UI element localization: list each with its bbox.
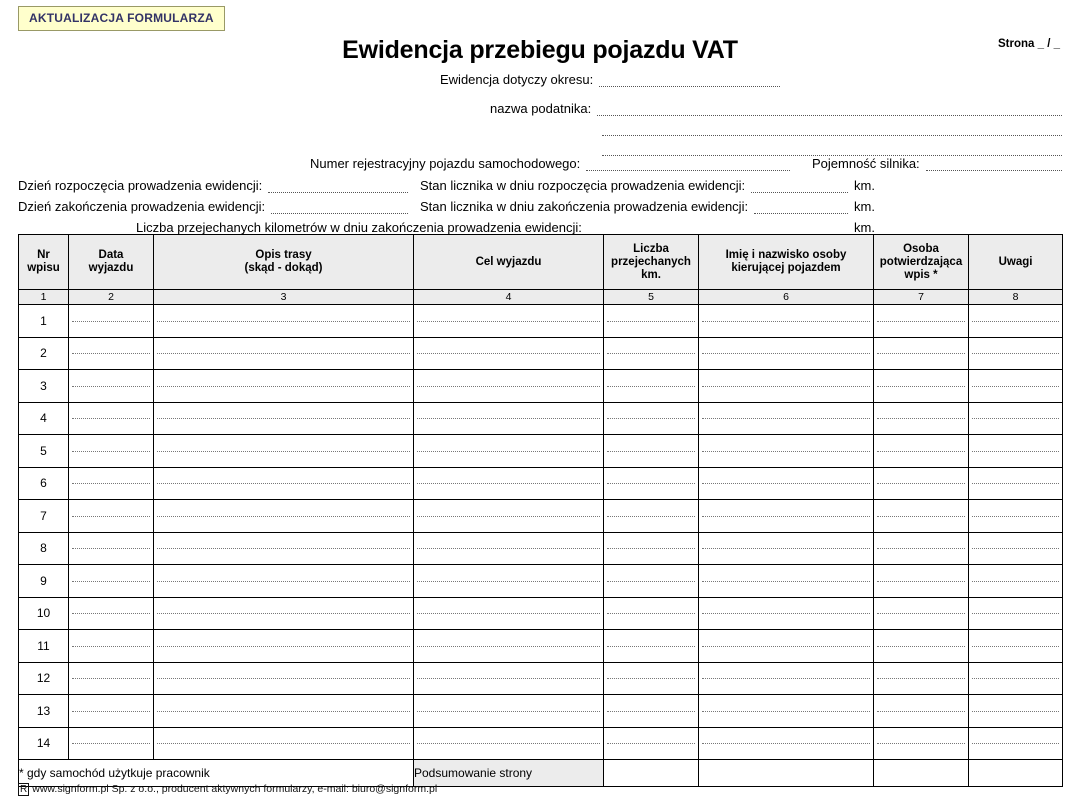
cell-dotted-guide [417, 386, 600, 387]
cell-dotted-guide [972, 743, 1059, 744]
cell-km[interactable] [604, 695, 699, 728]
cell-dotted-guide [702, 613, 870, 614]
field-end-odometer-unit: km. [854, 199, 875, 214]
field-taxpayer-name [490, 101, 1062, 116]
cell-dotted-guide [72, 483, 150, 484]
cell-notes[interactable] [969, 467, 1063, 500]
row-index-cell: 2 [19, 337, 69, 370]
table-row [19, 532, 1063, 565]
table-row [19, 597, 1063, 630]
table-body [19, 305, 1063, 760]
cell-purpose[interactable] [414, 565, 604, 598]
cell-dotted-guide [607, 321, 695, 322]
cell-dotted-guide [72, 451, 150, 452]
cell-dotted-guide [702, 451, 870, 452]
cell-dotted-guide [877, 743, 965, 744]
cell-dotted-guide [607, 451, 695, 452]
cell-confirming[interactable] [874, 467, 969, 500]
field-taxpayer-name-label: nazwa podatnika: [490, 101, 592, 116]
cell-dotted-guide [157, 711, 410, 712]
col-header-purpose-text: Cel wyjazdu [475, 255, 542, 268]
summary-confirming-cell [874, 760, 969, 787]
table-row [19, 402, 1063, 435]
cell-dotted-guide [157, 548, 410, 549]
footer-text: www.signform.pl Sp. z o.o., producent aktywnych formularzy, e-mail: biuro@signform.pl [32, 783, 438, 795]
field-taxpayer-name-input-3[interactable] [602, 142, 1062, 156]
cell-confirming[interactable] [874, 402, 969, 435]
cell-route[interactable] [154, 337, 414, 370]
col-number-6: 6 [699, 290, 874, 305]
col-header-date-text: Data wyjazdu [88, 249, 134, 274]
cell-driver[interactable] [699, 565, 874, 598]
cell-dotted-guide [607, 581, 695, 582]
field-period [440, 72, 780, 87]
col-number-3: 3 [154, 290, 414, 305]
field-end-odometer [420, 199, 875, 214]
cell-date[interactable] [69, 727, 154, 760]
field-total-km-label: Liczba przejechanych kilometrów w dniu zakończenia prowadzenia ewidencji: [136, 220, 582, 235]
cell-driver[interactable] [699, 500, 874, 533]
cell-dotted-guide [702, 646, 870, 647]
cell-date[interactable] [69, 435, 154, 468]
cell-dotted-guide [157, 646, 410, 647]
cell-purpose[interactable] [414, 337, 604, 370]
cell-route[interactable] [154, 532, 414, 565]
cell-dotted-guide [702, 581, 870, 582]
cell-km[interactable] [604, 402, 699, 435]
summary-label: Podsumowanie strony [414, 760, 604, 787]
cell-route[interactable] [154, 500, 414, 533]
cell-dotted-guide [607, 353, 695, 354]
cell-dotted-guide [877, 451, 965, 452]
field-taxpayer-name-input-2[interactable] [602, 122, 1062, 136]
field-taxpayer-name-input[interactable] [597, 102, 1062, 116]
cell-notes[interactable] [969, 565, 1063, 598]
table-row [19, 435, 1063, 468]
cell-dotted-guide [72, 613, 150, 614]
table-row [19, 662, 1063, 695]
cell-purpose[interactable] [414, 435, 604, 468]
cell-dotted-guide [157, 483, 410, 484]
cell-dotted-guide [607, 743, 695, 744]
cell-purpose[interactable] [414, 695, 604, 728]
cell-date[interactable] [69, 565, 154, 598]
cell-dotted-guide [157, 516, 410, 517]
cell-route[interactable] [154, 630, 414, 663]
col-header-nr [19, 235, 69, 290]
field-period-input[interactable] [599, 73, 780, 87]
cell-dotted-guide [72, 548, 150, 549]
cell-dotted-guide [972, 516, 1059, 517]
cell-dotted-guide [877, 678, 965, 679]
cell-dotted-guide [417, 418, 600, 419]
col-header-route [154, 235, 414, 290]
field-start-odometer-unit: km. [854, 178, 875, 193]
cell-dotted-guide [607, 418, 695, 419]
cell-date[interactable] [69, 402, 154, 435]
cell-dotted-guide [877, 548, 965, 549]
table-row [19, 695, 1063, 728]
field-start-odometer [420, 178, 875, 193]
cell-km[interactable] [604, 565, 699, 598]
cell-confirming[interactable] [874, 435, 969, 468]
row-index-cell: 6 [19, 467, 69, 500]
cell-dotted-guide [72, 516, 150, 517]
cell-purpose[interactable] [414, 597, 604, 630]
cell-driver[interactable] [699, 532, 874, 565]
cell-notes[interactable] [969, 370, 1063, 403]
cell-notes[interactable] [969, 337, 1063, 370]
cell-dotted-guide [72, 743, 150, 744]
cell-dotted-guide [702, 548, 870, 549]
cell-dotted-guide [72, 646, 150, 647]
cell-dotted-guide [972, 353, 1059, 354]
cell-km[interactable] [604, 597, 699, 630]
cell-confirming[interactable] [874, 597, 969, 630]
field-end-odometer-input[interactable] [754, 200, 848, 214]
cell-km[interactable] [604, 370, 699, 403]
cell-route[interactable] [154, 597, 414, 630]
cell-km[interactable] [604, 305, 699, 338]
cell-confirming[interactable] [874, 630, 969, 663]
cell-driver[interactable] [699, 630, 874, 663]
field-total-km-unit: km. [854, 220, 875, 235]
col-header-km [604, 235, 699, 290]
col-number-2: 2 [69, 290, 154, 305]
cell-route[interactable] [154, 435, 414, 468]
cell-date[interactable] [69, 337, 154, 370]
table-header-row [19, 235, 1063, 290]
update-badge: AKTUALIZACJA FORMULARZA [18, 6, 225, 31]
row-index-cell: 5 [19, 435, 69, 468]
page-title: Ewidencja przebiegu pojazdu VAT [342, 36, 738, 64]
cell-date[interactable] [69, 662, 154, 695]
cell-confirming[interactable] [874, 337, 969, 370]
cell-notes[interactable] [969, 402, 1063, 435]
cell-dotted-guide [972, 386, 1059, 387]
cell-dotted-guide [972, 483, 1059, 484]
cell-dotted-guide [157, 678, 410, 679]
cell-date[interactable] [69, 695, 154, 728]
table-row [19, 727, 1063, 760]
table-row [19, 565, 1063, 598]
col-header-driver [699, 235, 874, 290]
col-header-confirming-text: Osoba potwierdzająca wpis * [879, 242, 963, 281]
cell-dotted-guide [72, 711, 150, 712]
table-row [19, 305, 1063, 338]
field-start-odometer-input[interactable] [751, 179, 848, 193]
cell-driver[interactable] [699, 597, 874, 630]
cell-dotted-guide [877, 483, 965, 484]
field-registration-number-label: Numer rejestracyjny pojazdu samochodowego: [310, 156, 581, 171]
cell-dotted-guide [72, 386, 150, 387]
cell-driver[interactable] [699, 662, 874, 695]
cell-dotted-guide [702, 483, 870, 484]
cell-confirming[interactable] [874, 565, 969, 598]
cell-dotted-guide [417, 613, 600, 614]
col-header-purpose [414, 235, 604, 290]
cell-dotted-guide [417, 581, 600, 582]
col-header-driver-text: Imię i nazwisko osoby kierującej pojazdem [725, 249, 847, 274]
col-header-confirming [874, 235, 969, 290]
cell-km[interactable] [604, 662, 699, 695]
row-index-cell: 11 [19, 630, 69, 663]
cell-km[interactable] [604, 532, 699, 565]
cell-dotted-guide [607, 613, 695, 614]
cell-notes[interactable] [969, 597, 1063, 630]
cell-notes[interactable] [969, 305, 1063, 338]
cell-driver[interactable] [699, 337, 874, 370]
cell-dotted-guide [972, 678, 1059, 679]
cell-driver[interactable] [699, 402, 874, 435]
col-header-date [69, 235, 154, 290]
cell-km[interactable] [604, 435, 699, 468]
cell-dotted-guide [702, 386, 870, 387]
field-start-day [18, 178, 408, 193]
cell-notes[interactable] [969, 662, 1063, 695]
col-header-route-text: Opis trasy (skąd - dokąd) [244, 249, 323, 274]
cell-dotted-guide [607, 678, 695, 679]
cell-dotted-guide [972, 321, 1059, 322]
summary-km-cell[interactable] [604, 760, 699, 787]
row-index-cell: 9 [19, 565, 69, 598]
cell-dotted-guide [972, 548, 1059, 549]
cell-notes[interactable] [969, 630, 1063, 663]
field-end-day-input[interactable] [271, 200, 408, 214]
cell-dotted-guide [877, 321, 965, 322]
cell-km[interactable] [604, 467, 699, 500]
cell-dotted-guide [72, 678, 150, 679]
cell-dotted-guide [157, 743, 410, 744]
cell-dotted-guide [157, 386, 410, 387]
cell-route[interactable] [154, 662, 414, 695]
cell-purpose[interactable] [414, 630, 604, 663]
cell-driver[interactable] [699, 435, 874, 468]
cell-notes[interactable] [969, 695, 1063, 728]
cell-route[interactable] [154, 402, 414, 435]
cell-dotted-guide [417, 743, 600, 744]
cell-purpose[interactable] [414, 662, 604, 695]
table-row [19, 370, 1063, 403]
cell-purpose[interactable] [414, 467, 604, 500]
cell-dotted-guide [417, 483, 600, 484]
cell-dotted-guide [417, 321, 600, 322]
cell-confirming[interactable] [874, 532, 969, 565]
field-end-day [18, 199, 408, 214]
cell-dotted-guide [702, 516, 870, 517]
cell-dotted-guide [972, 711, 1059, 712]
cell-km[interactable] [604, 337, 699, 370]
cell-date[interactable] [69, 597, 154, 630]
mileage-table-wrapper [18, 234, 1062, 787]
cell-dotted-guide [157, 451, 410, 452]
row-index-cell: 10 [19, 597, 69, 630]
col-header-notes-text: Uwagi [998, 255, 1033, 268]
cell-driver[interactable] [699, 305, 874, 338]
cell-purpose[interactable] [414, 370, 604, 403]
cell-dotted-guide [607, 711, 695, 712]
field-engine-capacity-input[interactable] [926, 157, 1062, 171]
cell-dotted-guide [417, 516, 600, 517]
summary-driver-cell[interactable] [699, 760, 874, 787]
cell-dotted-guide [972, 613, 1059, 614]
field-start-day-input[interactable] [268, 179, 408, 193]
row-index-cell: 8 [19, 532, 69, 565]
cell-driver[interactable] [699, 467, 874, 500]
summary-notes-cell [969, 760, 1063, 787]
cell-dotted-guide [972, 581, 1059, 582]
cell-confirming[interactable] [874, 370, 969, 403]
col-number-7: 7 [874, 290, 969, 305]
field-registration-number [310, 156, 790, 171]
cell-dotted-guide [157, 418, 410, 419]
cell-date[interactable] [69, 532, 154, 565]
footnote-text: * gdy samochód użytkuje pracownik [19, 760, 414, 787]
cell-dotted-guide [607, 483, 695, 484]
cell-dotted-guide [877, 516, 965, 517]
table-row [19, 467, 1063, 500]
row-index-cell: 13 [19, 695, 69, 728]
cell-dotted-guide [877, 386, 965, 387]
table-row [19, 337, 1063, 370]
cell-dotted-guide [972, 451, 1059, 452]
cell-purpose[interactable] [414, 500, 604, 533]
col-header-notes [969, 235, 1063, 290]
col-header-km-text: Liczba przejechanych km. [611, 242, 691, 281]
cell-dotted-guide [417, 711, 600, 712]
cell-dotted-guide [72, 418, 150, 419]
field-period-label: Ewidencja dotyczy okresu: [440, 72, 594, 87]
cell-dotted-guide [607, 548, 695, 549]
field-registration-number-input[interactable] [586, 157, 790, 171]
cell-dotted-guide [702, 418, 870, 419]
cell-date[interactable] [69, 305, 154, 338]
cell-dotted-guide [877, 581, 965, 582]
cell-driver[interactable] [699, 370, 874, 403]
cell-dotted-guide [157, 321, 410, 322]
col-header-nr-text: Nr wpisu [27, 249, 60, 274]
cell-date[interactable] [69, 630, 154, 663]
table-row [19, 500, 1063, 533]
cell-date[interactable] [69, 467, 154, 500]
cell-km[interactable] [604, 727, 699, 760]
cell-km[interactable] [604, 500, 699, 533]
cell-route[interactable] [154, 727, 414, 760]
cell-dotted-guide [417, 353, 600, 354]
cell-dotted-guide [972, 646, 1059, 647]
cell-dotted-guide [607, 646, 695, 647]
cell-notes[interactable] [969, 435, 1063, 468]
field-engine-capacity-label: Pojemność silnika: [812, 156, 920, 171]
page-number-label: Strona _ / _ [998, 38, 1060, 50]
cell-dotted-guide [702, 321, 870, 322]
row-index-cell: 14 [19, 727, 69, 760]
cell-route[interactable] [154, 695, 414, 728]
mileage-table [18, 234, 1063, 787]
cell-purpose[interactable] [414, 305, 604, 338]
cell-km[interactable] [604, 630, 699, 663]
cell-dotted-guide [417, 451, 600, 452]
cell-notes[interactable] [969, 727, 1063, 760]
cell-dotted-guide [157, 613, 410, 614]
cell-dotted-guide [417, 548, 600, 549]
cell-dotted-guide [157, 581, 410, 582]
cell-dotted-guide [72, 353, 150, 354]
cell-dotted-guide [702, 353, 870, 354]
cell-dotted-guide [607, 516, 695, 517]
cell-dotted-guide [702, 678, 870, 679]
cell-date[interactable] [69, 500, 154, 533]
cell-purpose[interactable] [414, 532, 604, 565]
row-index-cell: 12 [19, 662, 69, 695]
cell-confirming[interactable] [874, 500, 969, 533]
cell-dotted-guide [877, 418, 965, 419]
field-end-day-label: Dzień zakończenia prowadzenia ewidencji: [18, 199, 266, 214]
cell-route[interactable] [154, 467, 414, 500]
cell-notes[interactable] [969, 500, 1063, 533]
cell-driver[interactable] [699, 695, 874, 728]
col-number-1: 1 [19, 290, 69, 305]
cell-confirming[interactable] [874, 305, 969, 338]
col-number-4: 4 [414, 290, 604, 305]
cell-date[interactable] [69, 370, 154, 403]
footer [18, 783, 437, 795]
table-row [19, 630, 1063, 663]
cell-driver[interactable] [699, 727, 874, 760]
table-column-numbers-row [19, 290, 1063, 305]
row-index-cell: 4 [19, 402, 69, 435]
field-start-day-label: Dzień rozpoczęcia prowadzenia ewidencji: [18, 178, 263, 193]
col-number-8: 8 [969, 290, 1063, 305]
cell-dotted-guide [702, 711, 870, 712]
row-index-cell: 1 [19, 305, 69, 338]
cell-confirming[interactable] [874, 695, 969, 728]
cell-dotted-guide [877, 646, 965, 647]
field-total-km-input[interactable] [588, 221, 848, 235]
cell-dotted-guide [877, 353, 965, 354]
field-end-odometer-label: Stan licznika w dniu zakończenia prowadzenia ewidencji: [420, 199, 749, 214]
cell-confirming[interactable] [874, 662, 969, 695]
cell-dotted-guide [877, 711, 965, 712]
registered-mark-icon: R [20, 784, 28, 795]
field-total-km [136, 220, 875, 235]
field-taxpayer-name-line2 [602, 122, 1062, 136]
cell-dotted-guide [417, 678, 600, 679]
cell-purpose[interactable] [414, 727, 604, 760]
cell-confirming[interactable] [874, 727, 969, 760]
cell-dotted-guide [972, 418, 1059, 419]
cell-dotted-guide [702, 743, 870, 744]
field-taxpayer-name-line3 [602, 142, 1062, 156]
cell-dotted-guide [157, 353, 410, 354]
cell-dotted-guide [877, 613, 965, 614]
field-engine-capacity [812, 156, 1062, 171]
cell-dotted-guide [72, 581, 150, 582]
cell-dotted-guide [417, 646, 600, 647]
cell-route[interactable] [154, 565, 414, 598]
cell-purpose[interactable] [414, 402, 604, 435]
row-index-cell: 7 [19, 500, 69, 533]
row-index-cell: 3 [19, 370, 69, 403]
col-number-5: 5 [604, 290, 699, 305]
field-start-odometer-label: Stan licznika w dniu rozpoczęcia prowadzenia ewidencji: [420, 178, 746, 193]
cell-dotted-guide [72, 321, 150, 322]
cell-route[interactable] [154, 305, 414, 338]
cell-route[interactable] [154, 370, 414, 403]
cell-dotted-guide [607, 386, 695, 387]
cell-notes[interactable] [969, 532, 1063, 565]
